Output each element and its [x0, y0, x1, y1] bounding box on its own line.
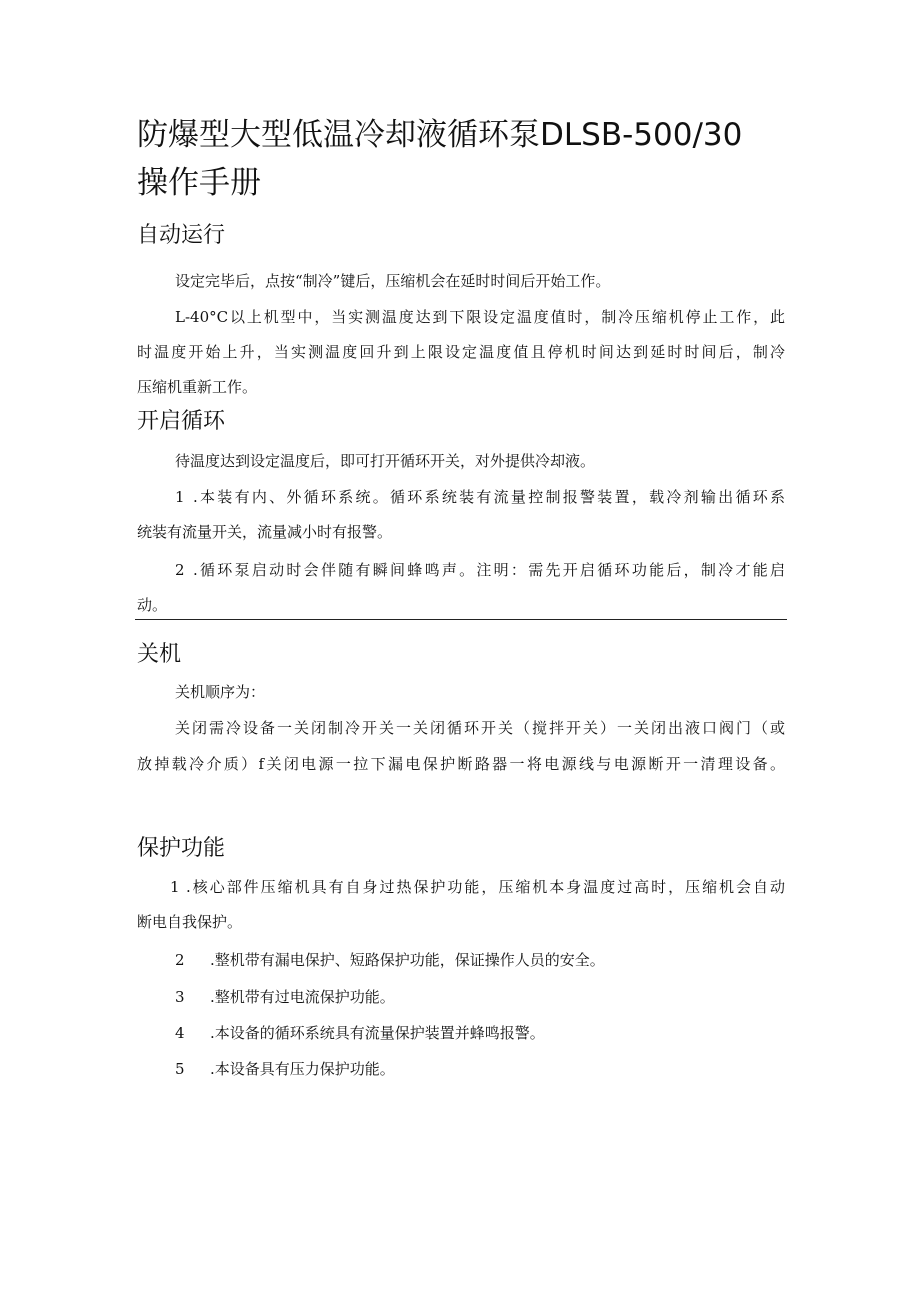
auto-run-paragraph-2-line1: L-40°C以上机型中，当实测温度达到下限设定温度值时，制冷压缩机停止工作，此 — [175, 308, 785, 326]
document-title-line1: 防爆型大型低温冷却液循环泵DLSB-500/30 — [137, 117, 743, 153]
shutdown-paragraph-1: 关机顺序为： — [175, 683, 266, 701]
circulation-item-1-line1: .本装有内、外循环系统。循环系统装有流量控制报警装置，载冷剂输出循环系 — [193, 488, 785, 506]
auto-run-paragraph-1: 设定完毕后，点按“制冷”键后，压缩机会在延时时间后开始工作。 — [175, 272, 611, 290]
protection-item-2-number: 2 — [175, 951, 185, 969]
protection-item-4-number: 4 — [175, 1024, 185, 1042]
circulation-item-2-line2: 动。 — [137, 596, 168, 614]
circulation-item-2-line1: .循环泵启动时会伴随有瞬间蜂鸣声。注明：需先开启循环功能后，制冷才能启 — [193, 561, 785, 579]
protection-item-3-number: 3 — [175, 988, 185, 1006]
protection-item-1-line2: 断电自我保护。 — [137, 913, 243, 931]
protection-item-1-line1: .核心部件压缩机具有自身过热保护功能，压缩机本身温度过高时，压缩机会自动 — [186, 878, 785, 896]
protection-item-5-number: 5 — [175, 1060, 185, 1078]
protection-item-1-number: 1 — [170, 878, 180, 896]
circulation-paragraph-1: 待温度达到设定温度后，即可打开循环开关，对外提供冷却液。 — [175, 452, 596, 470]
document-title-line2: 操作手册 — [137, 165, 261, 201]
section-heading-auto-run: 自动运行 — [137, 223, 226, 248]
protection-item-3-text: .整机带有过电流保护功能。 — [210, 988, 395, 1006]
section-heading-circulation: 开启循环 — [137, 409, 226, 434]
shutdown-paragraph-2-line2: 放掉载冷介质）f关闭电源一拉下漏电保护断路器一将电源线与电源断开一清理设备。 — [137, 755, 785, 773]
circulation-item-1-line2: 统装有流量开关，流量减小时有报警。 — [137, 523, 393, 541]
circulation-item-2-number: 2 — [175, 561, 185, 579]
section-heading-protection: 保护功能 — [137, 836, 226, 861]
protection-item-5-text: .本设备具有压力保护功能。 — [210, 1060, 395, 1078]
auto-run-paragraph-2-line2: 时温度开始上升，当实测温度回升到上限设定温度值且停机时间达到延时时间后，制冷 — [137, 343, 785, 361]
protection-item-4-text: .本设备的循环系统具有流量保护装置并蜂鸣报警。 — [210, 1024, 545, 1042]
auto-run-paragraph-2-line3: 压缩机重新工作。 — [137, 378, 258, 396]
shutdown-paragraph-2-line1: 关闭需冷设备一关闭制冷开关一关闭循环开关（搅拌开关）一关闭出液口阀门（或 — [175, 719, 785, 737]
section-heading-shutdown: 关机 — [137, 642, 182, 667]
section-divider — [135, 619, 787, 620]
circulation-item-1-number: 1 — [175, 488, 185, 506]
protection-item-2-text: .整机带有漏电保护、短路保护功能，保证操作人员的安全。 — [210, 951, 605, 969]
